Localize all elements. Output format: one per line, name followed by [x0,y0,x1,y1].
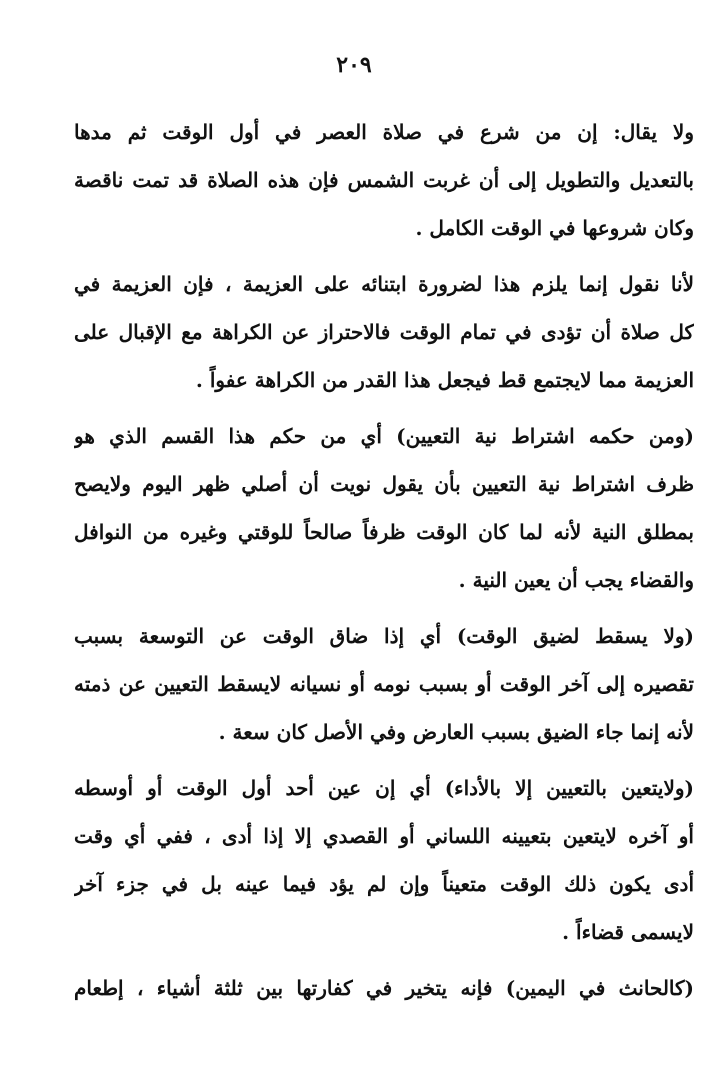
text-line: (كالحانث في اليمين) فإنه يتخير في كفارتها بين ثلثة أشياء ، إطعام [74,976,694,1000]
page-body [74,108,694,1020]
text-line: (ولا يسقط لضيق الوقت) أي إذا ضاق الوقت عن التوسعة بسبب [74,624,694,648]
page-number: ٢٠٩ [336,52,372,78]
paragraph [74,108,694,252]
text-line: لأنه إنما جاء الضيق بسبب العارض وفي الأصل كان سعة . [218,720,694,744]
text-line: لايسمى قضاءاً . [562,920,694,944]
paragraph [74,412,694,604]
text-line: بمطلق النية لأنه لما كان الوقت ظرفاً صالحاً للوقتي وغيره من النوافل [74,520,694,544]
text-line: أو آخره لايتعين بتعيينه اللساني أو القصدي إلا إذا أدى ، ففي أي وقت [74,824,694,848]
paragraph [74,260,694,404]
text-line: وكان شروعها في الوقت الكامل . [415,216,694,240]
text-line: بالتعديل والتطويل إلى أن غربت الشمس فإن هذه الصلاة قد تمت ناقصة [74,168,694,192]
text-line: (ولايتعين بالتعيين إلا بالأداء) أي إن عين أحد أول الوقت أو أوسطه [74,776,694,800]
text-line: لأنا نقول إنما يلزم هذا لضرورة ابتنائه على العزيمة ، فإن العزيمة في [74,272,694,296]
text-line: كل صلاة أن تؤدى في تمام الوقت فالاحتراز عن الكراهة مع الإقبال على [74,320,694,344]
paragraph [74,964,694,1012]
paragraph [74,612,694,756]
text-line: والقضاء يجب أن يعين النية . [458,568,694,592]
text-line: ولا يقال: إن من شرع في صلاة العصر في أول الوقت ثم مدها [74,120,694,144]
text-line: تقصيره إلى آخر الوقت أو بسبب نومه أو نسيانه لايسقط التعيين عن ذمته [74,672,694,696]
text-line: العزيمة مما لايجتمع قط فيجعل هذا القدر من الكراهة عفواً . [195,368,694,392]
text-line: أدى يكون ذلك الوقت متعيناً وإن لم يؤد فيما عينه بل في جزء آخر [74,872,694,896]
paragraph [74,764,694,956]
text-line: (ومن حكمه اشتراط نية التعيين) أي من حكم هذا القسم الذي هو [74,424,694,448]
text-line: ظرف اشتراط نية التعيين بأن يقول نويت أن أصلي ظهر اليوم ولايصح [74,472,694,496]
